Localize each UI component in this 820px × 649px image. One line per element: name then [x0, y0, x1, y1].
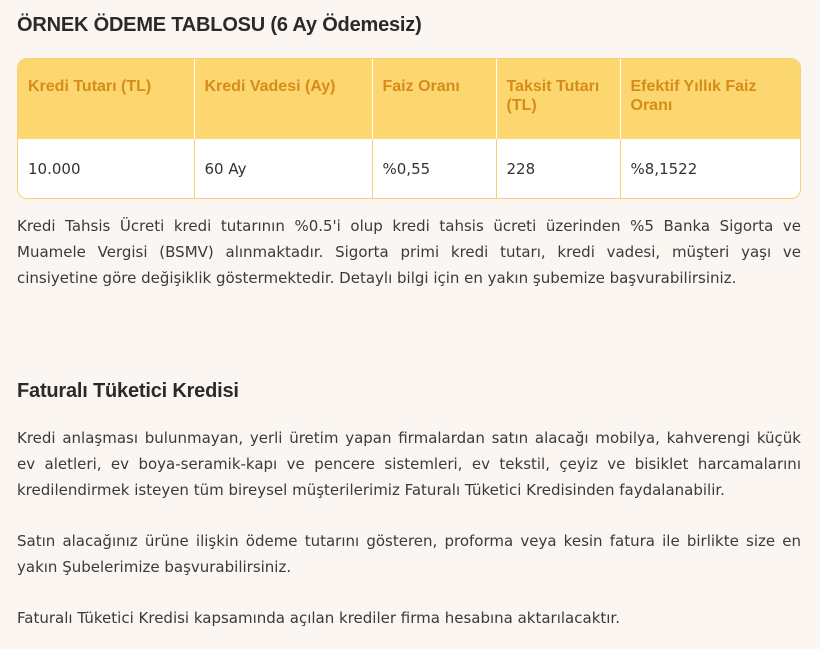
header-effective-annual-rate: Efektif Yıllık Faiz Oranı: [630, 78, 757, 114]
header-loan-term: Kredi Vadesi (Ay): [194, 59, 372, 139]
paragraph-eligibility: Kredi anlaşması bulunmayan, yerli üretim yapan firmalardan satın alacağı mobilya, kahverengi küçük ev aletleri, ev boya-seramik-kapı ve pencere sistemleri, ev tekstil, çeyiz ve bisiklet harcamalarını kredilendirmek isteyen tüm bireysel müşterilerimiz Faturalı Tüketici Kredisinden faydalanabilir.: [17, 429, 801, 499]
header-interest-rate: Faiz Oranı: [372, 59, 496, 139]
table-header-row: [18, 59, 800, 139]
header-loan-amount: Kredi Tutarı (TL): [18, 59, 194, 139]
paragraph-transfer: Faturalı Tüketici Kredisi kapsamında açılan krediler firma hesabına aktarılacaktır.: [17, 609, 620, 627]
cell-effective-annual-rate: %8,1522: [630, 160, 698, 178]
header-installment-amount: Taksit Tutarı (TL): [496, 59, 620, 139]
table-note: Kredi Tahsis Ücreti kredi tutarının %0.5'i olup kredi tahsis ücreti üzerinden %5 Banka Sigorta ve Muamele Vergisi (BSMV) alınmaktadır. Sigorta primi kredi tutarı, kredi vadesi, müşteri yaşı ve cinsiyetine göre değişiklik göstermektedir. Detaylı bilgi için en yakın şubemize başvurabilirsiniz.: [17, 217, 801, 287]
cell-loan-term: 60 Ay: [194, 139, 372, 199]
cell-installment-amount: 228: [496, 139, 620, 199]
paragraph-application: Satın alacağınız ürüne ilişkin ödeme tutarını gösteren, proforma veya kesin fatura ile birlikte size en yakın Şubelerimize başvurabilirsiniz.: [17, 532, 801, 576]
cell-interest-rate: %0,55: [372, 139, 496, 199]
table-row: [18, 139, 800, 199]
payment-table-title: ÖRNEK ÖDEME TABLOSU (6 Ay Ödemesiz): [17, 14, 422, 36]
sample-payment-table: [17, 58, 801, 199]
section-title-invoice-loan: Faturalı Tüketici Kredisi: [17, 380, 239, 402]
cell-loan-amount: 10.000: [18, 139, 194, 199]
